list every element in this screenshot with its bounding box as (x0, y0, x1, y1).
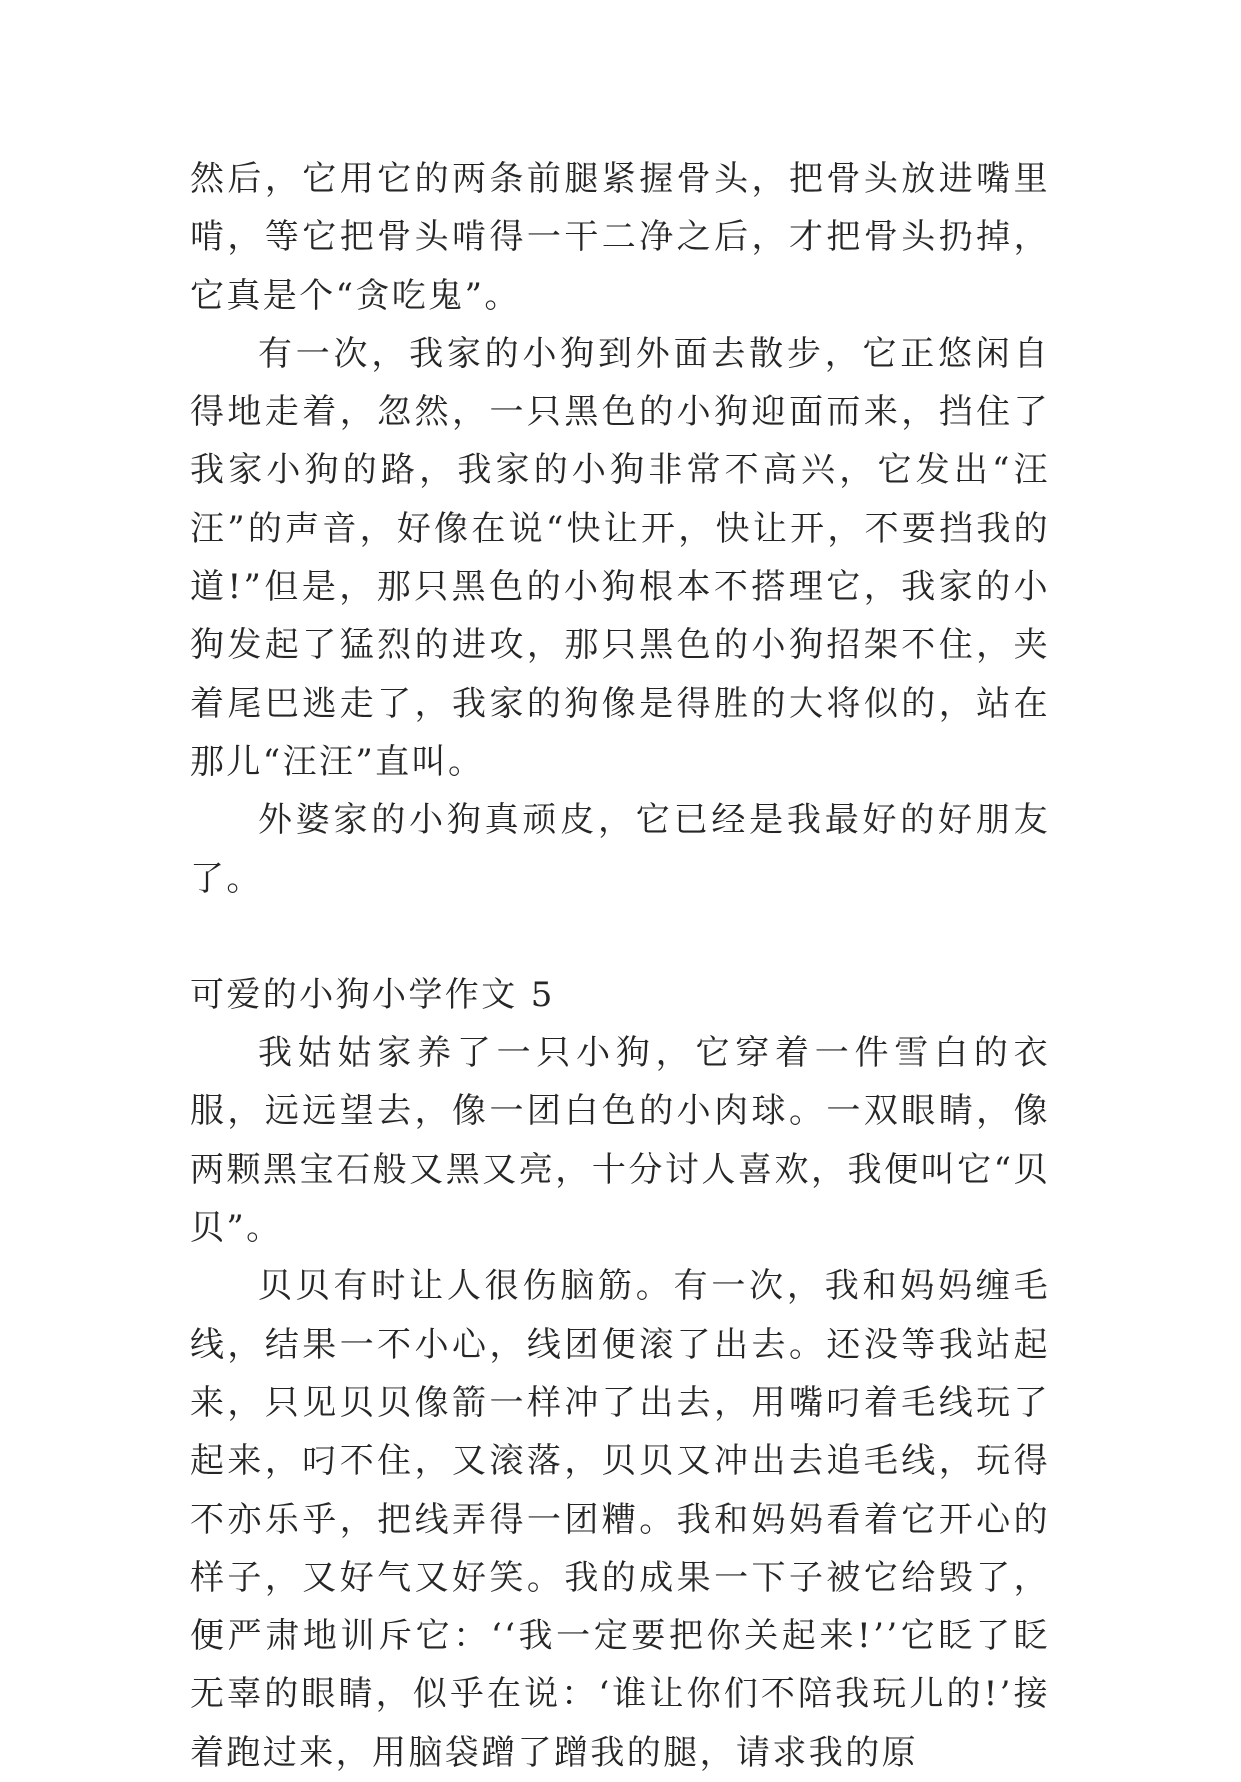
section-title: 可爱的小狗小学作文 5 (190, 974, 555, 1015)
paragraph-walk-story: 有一次，我家的小狗到外面去散步，它正悠闲自得地走着，忽然，一只黑色的小狗迎面而来，挡住了我家小狗的路，我家的小狗非常不高兴，它发出“汪汪”的声音，好像在说“快让开，快让开，不要挡我的道!”但是，那只黑色的小狗根本不搭理它，我家的小狗发起了猛烈的进攻，那只黑色的小狗招架不住，夹着尾巴逃走了，我家的狗像是得胜的大将似的，站在那儿“汪汪”直叫。 (190, 333, 1050, 782)
paragraph-yarn-story: 贝贝有时让人很伤脑筋。有一次，我和妈妈缠毛线，结果一不小心，线团便滚了出去。还没等我站起来，只见贝贝像箭一样冲了出去，用嘴叼着毛线玩了起来，叼不住，又滚落，贝贝又冲出去追毛线，玩得不亦乐乎，把线弄得一团糟。我和妈妈看着它开心的样子，又好气又好笑。我的成果一下子被它给毁了，便严肃地训斥它：‘‘我一定要把你关起来!’’它眨了眨无辜的眼睛，似乎在说：‘谁让你们不陪我玩儿的!’接着跑过来，用脑袋蹭了蹭我的腿，请求我的原 (190, 1266, 1050, 1773)
paragraph-conclusion: 外婆家的小狗真顽皮，它已经是我最好的好朋友了。 (190, 800, 1050, 899)
section-spacer (190, 908, 1050, 966)
paragraph-continuation: 然后，它用它的两条前腿紧握骨头，把骨头放进嘴里啃，等它把骨头啃得一干二净之后，才把骨头扔掉，它真是个“贪吃鬼”。 (190, 159, 1050, 316)
paragraph-intro-beibei: 我姑姑家养了一只小狗，它穿着一件雪白的衣服，远远望去，像一团白色的小肉球。一双眼睛，像两颗黑宝石般又黑又亮，十分讨人喜欢，我便叫它“贝贝”。 (190, 1033, 1050, 1249)
document-body (190, 150, 1050, 1782)
